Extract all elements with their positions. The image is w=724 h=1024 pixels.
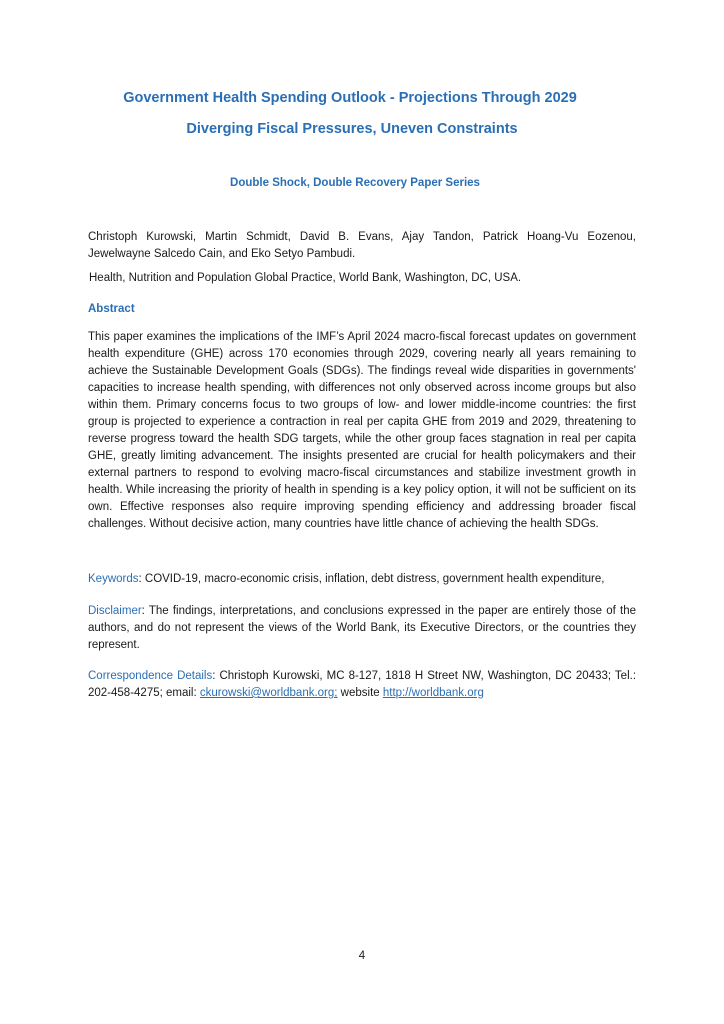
website-link[interactable]: http://worldbank.org	[382, 687, 484, 699]
abstract-heading: Abstract	[88, 303, 135, 315]
correspondence-label: Correspondence Details	[88, 670, 213, 682]
page-number-text: 4	[358, 950, 366, 962]
disclaimer-label: Disclaimer	[88, 605, 142, 617]
disclaimer-paragraph	[88, 603, 636, 654]
keywords-paragraph	[88, 571, 636, 588]
paper-subtitle	[0, 121, 724, 137]
correspondence-text: Christoph Kurowski, MC 8-127, 1818 H Street NW, Washington, DC 20433; Tel.: 202-458-4275; email:	[88, 670, 637, 699]
correspondence-separator: :	[212, 670, 220, 682]
disclaimer-separator: :	[141, 605, 149, 617]
affiliation: Health, Nutrition and Population Global Practice, World Bank, Washington, DC, USA.	[89, 272, 522, 284]
keywords-text: COVID-19, macro-economic crisis, inflation, debt distress, government health expenditure,	[144, 573, 605, 585]
paper-title	[0, 90, 724, 106]
authors-list: Christoph Kurowski, Martin Schmidt, David B. Evans, Ajay Tandon, Patrick Hoang-Vu Eozenou, Jewelwayne Salcedo Cain, and Eko Setyo Pambudi.	[88, 231, 636, 260]
paper-subtitle-text: Diverging Fiscal Pressures, Uneven Constraints	[186, 121, 518, 137]
paper-series	[0, 177, 724, 189]
email-link[interactable]: ckurowski@worldbank.org;	[199, 687, 338, 699]
page-number	[0, 950, 724, 962]
paper-title-text: Government Health Spending Outlook - Projections Through 2029	[123, 90, 577, 106]
paper-series-text: Double Shock, Double Recovery Paper Series	[230, 177, 480, 189]
keywords-label: Keywords	[88, 573, 139, 585]
correspondence-paragraph	[88, 668, 636, 702]
keywords-separator: :	[138, 573, 145, 585]
abstract-body: This paper examines the implications of the IMF’s April 2024 macro-fiscal forecast updates on government health expenditure (GHE) across 170 economies through 2029, covering nearly all years remaining to achieve the Sustainable Development Goals (SDGs). The findings reveal wide disparities in governments' capacities to increase health spending, with differences not only observed across income groups but also within them. Primary concerns focus to two groups of low- and lower middle-income countries: the first group is projected to experience a contraction in real per capita GHE from 2019 and 2029, threatening to reverse progress toward the health SDG targets, while the other group faces stagnation in real per capita GHE, greatly limiting advancement. The insights presented are crucial for health policymakers and their external partners to respond to evolving macro-fiscal circumstances and stabilize investment growth in health. While increasing the priority of health in spending is a key policy option, it will not be sufficient on its own. Effective responses also require improving spending efficiency and addressing broader fiscal challenges. Without decisive action, many countries have little chance of achieving the health SDGs.	[88, 331, 636, 530]
website-label: website	[337, 687, 383, 699]
disclaimer-text: The findings, interpretations, and conclusions expressed in the paper are entirely those of the authors, and do not represent the views of the World Bank, its Executive Directors, or the countries they represent.	[88, 605, 636, 651]
